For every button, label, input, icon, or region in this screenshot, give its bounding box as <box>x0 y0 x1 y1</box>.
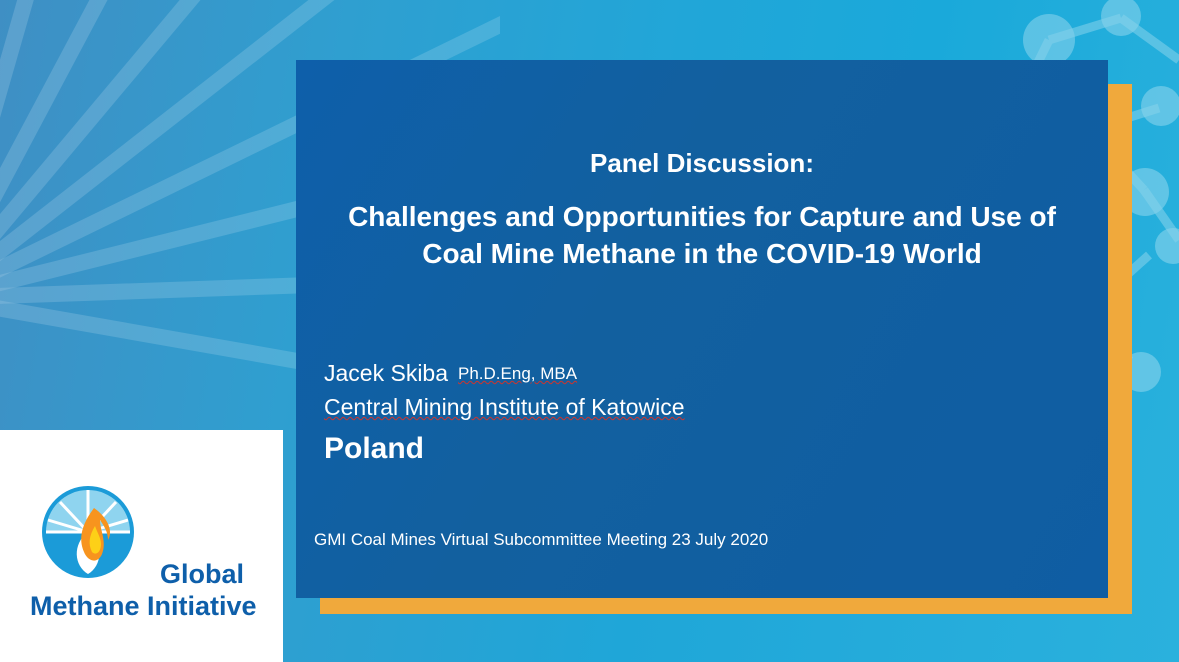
gmi-logo-line2: Methane Initiative <box>30 591 257 621</box>
author-degrees: Ph.D.Eng, MBA <box>458 364 578 383</box>
title-block <box>336 146 1068 272</box>
gmi-logo-line1: Global <box>160 559 245 589</box>
author-affiliation: Central Mining Institute of Katowice <box>324 394 685 420</box>
author-block <box>324 358 1084 471</box>
page-title-subject: Panel Discussion: <box>590 148 814 178</box>
gmi-logo-text <box>30 558 315 622</box>
slide-footer-meeting-info: GMI Coal Mines Virtual Subcommittee Meeting 23 July 2020 <box>314 530 769 549</box>
gmi-logo <box>30 482 290 622</box>
author-name: Jacek Skiba <box>324 360 449 386</box>
author-line <box>324 358 1084 391</box>
author-country: Poland <box>324 432 425 465</box>
title-card <box>296 60 1108 598</box>
page-title-main: Challenges and Opportunities for Capture and Use of Coal Mine Methane in the COVID-19 World <box>348 201 1056 269</box>
